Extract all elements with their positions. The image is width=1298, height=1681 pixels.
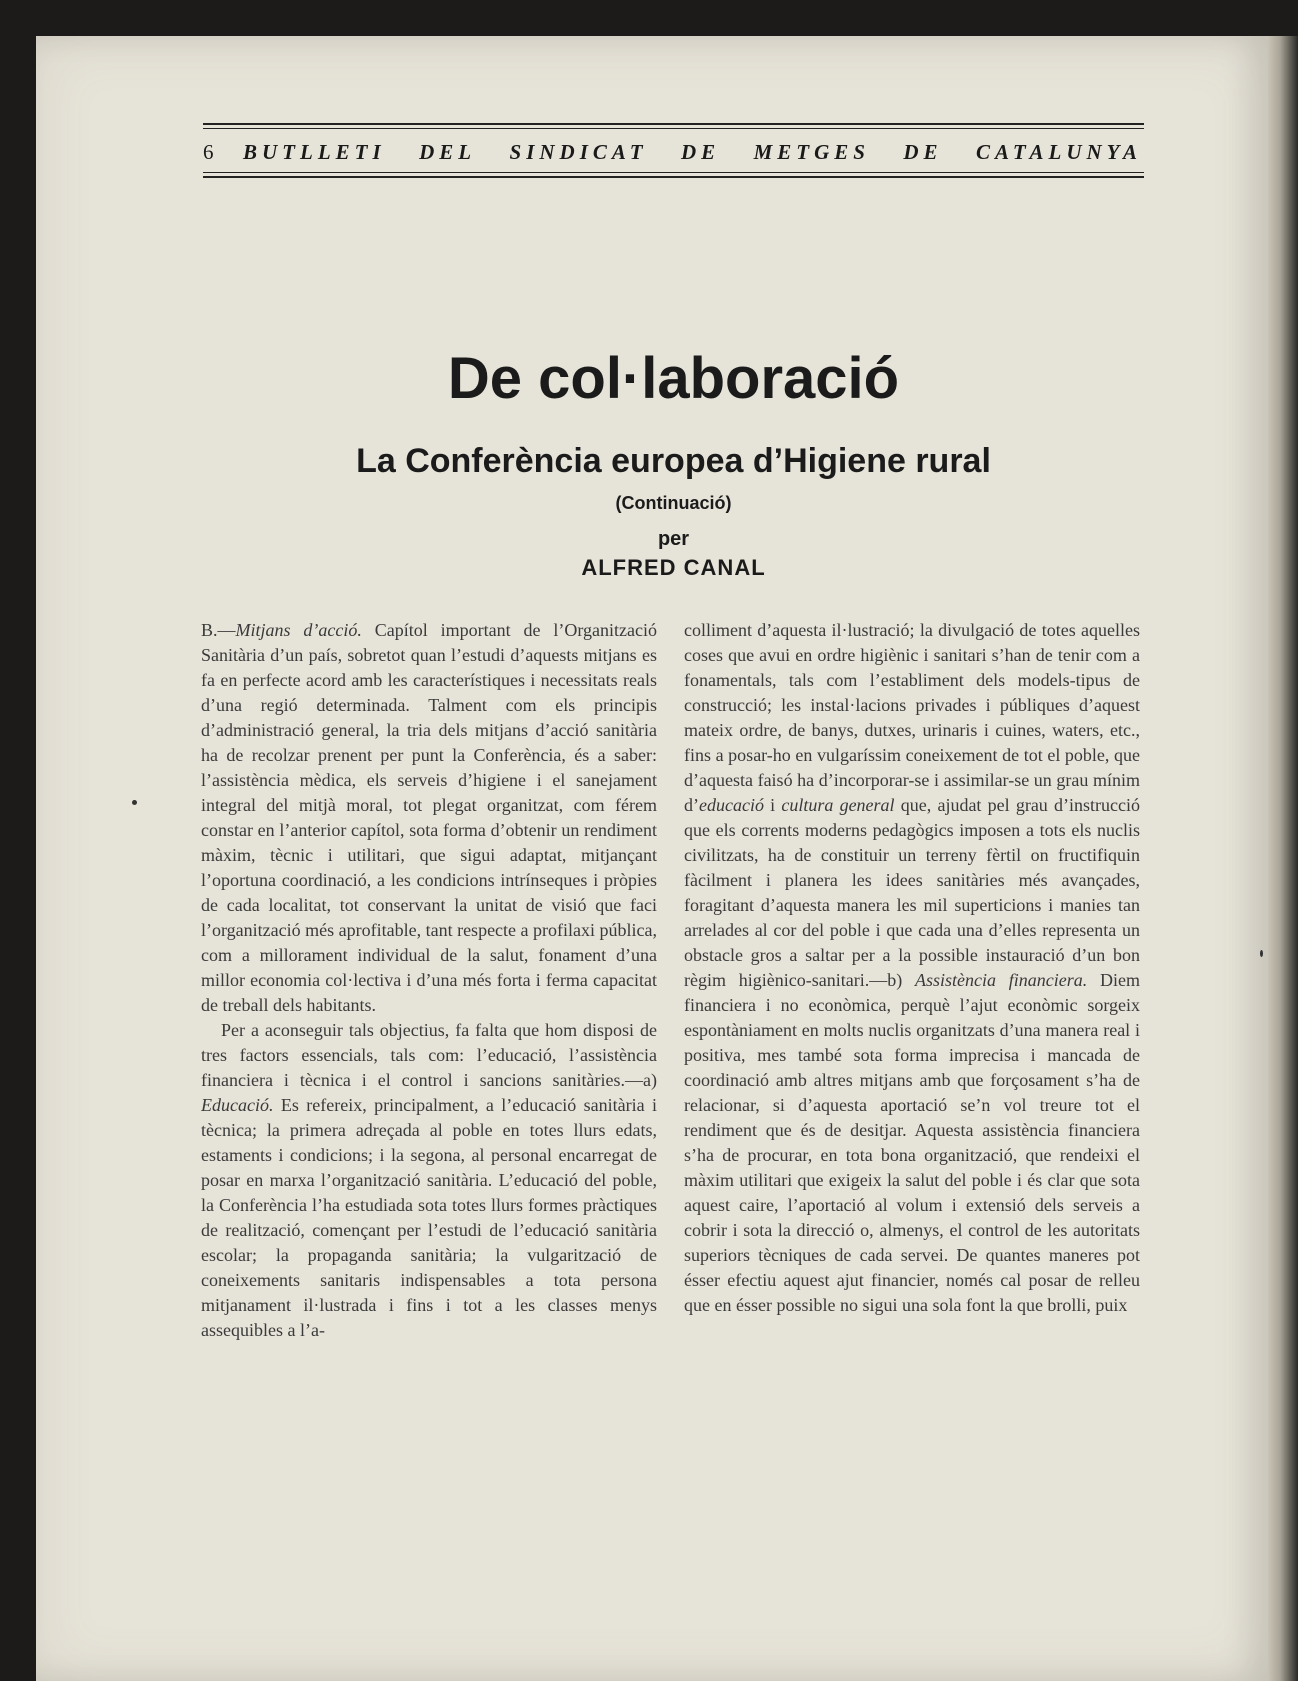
journal-title-word: SINDICAT xyxy=(509,140,648,164)
paragraph xyxy=(201,618,657,1018)
page-number: 6 xyxy=(203,140,214,164)
article-title: La Conferència europea d’Higiene rural xyxy=(356,442,991,480)
paragraph-heading: Educació. xyxy=(201,1095,274,1115)
journal-title-word: BUTLLETI xyxy=(243,140,386,164)
header-rule-bottom-thin xyxy=(203,172,1144,173)
section-title: De col·laboració xyxy=(447,346,900,411)
body-column-right xyxy=(684,618,1140,1518)
header-rule-top xyxy=(203,123,1144,125)
journal-title-word: DE xyxy=(903,140,943,164)
paragraph-text: colliment d’aquesta il·lustració; la divulgació de totes aquelles coses que avui en ordre higiènic i sanitari s’han de tenir com a fonamentals, tals com l’establiment dels models-tipus de construcció; les instal·lacions privades i públiques d’aquest mateix ordre, de banys, dutxes, urinaris i cuines, waters, etc., fins a posar-ho en vulgaríssim coneixement de tot el poble, que d’aquesta faisó ha d’incorporar-se i assimilar-se un grau mínim d’ xyxy=(684,620,1140,815)
paper-speck xyxy=(132,800,137,805)
paper-speck xyxy=(1260,950,1263,957)
body-column-left xyxy=(201,618,657,1518)
header-rule-bottom xyxy=(203,176,1144,178)
header-rule-top-thin xyxy=(203,128,1144,129)
journal-title-word: DE xyxy=(680,140,721,164)
journal-title-word: DEL xyxy=(419,140,477,164)
paragraph xyxy=(201,1018,657,1343)
byline-prefix: per xyxy=(657,528,690,550)
paragraph-text: Diem financiera i no econòmica, perquè l’ajut econòmic sorgeix espontàniament en molts nuclis organitzats d’una manera real i positiva, mes també sota forma imprecisa i mancada de coordinació amb altres mitjans amb que forçosament s’ha de relacionar, si d’aquesta aportació se’n vol treure tot el rendiment que és de desitjar. Aquesta assistència financiera s’ha de procurar, en tota bona organització, que rendeixi el màxim utilitari que exigeix la salut del poble i és clar que sota aquest caire, l’aportació al volum i extensió dels serveis a cobrir i sota la direcció o, almenys, el control de les autoritats superiors tècniques de cada servei. De quantes maneres pot ésser efectiu aquest ajut financier, només cal posar de relleu que en ésser possible no sigui una sola font la que brolli, puix xyxy=(684,970,1140,1315)
paragraph-text: i xyxy=(763,795,782,815)
continuation-note: (Continuació) xyxy=(615,493,732,513)
paragraph-heading: Mitjans d’acció. xyxy=(235,620,362,640)
author-name: ALFRED CANAL xyxy=(581,555,766,580)
journal-title xyxy=(243,140,1144,165)
paragraph-text: Per a aconseguir tals objectius, fa falta que hom disposi de tres factors essencials, tals com: l’educació, l’assistència financiera i tècnica i el control i sancions sanitàries.—a) xyxy=(201,1020,657,1090)
paragraph-text: Es refereix, principalment, a l’educació sanitària i tècnica; la primera adreçada al poble en totes llurs edats, estaments i condicions; i la segona, al personal encarregat de posar en marxa l’organització sanitària. L’educació del poble, la Conferència l’ha estudiada sota totes llurs formes pràctiques de realització, començant per l’estudi de l’educació sanitària escolar; la propaganda sanitària; la vulgarització de coneixements sanitaris indispensables a tota persona mitjanament il·lustrada i fins i tot a les classes menys assequibles a l’a- xyxy=(201,1095,657,1340)
page-gutter xyxy=(1268,36,1298,1681)
paragraph-text: Capítol important de l’Organització Sanitària d’un país, sobretot quan l’estudi d’aquests mitjans es fa en perfecte acord amb les característiques i necessitats reals d’una regió determinada. Talment com els principis d’administració general, la tria dels mitjans d’acció sanitària ha de recolzar prenent per punt la Conferència, és a saber: l’assistència mèdica, els serveis d’higiene i el sanejament integral del mitjà moral, tot plegat organitzat, com férem constar en l’anterior capítol, sota forma d’obtenir un rendiment màxim, tècnic i utilitari, que sigui adaptat, mitjançant l’oportuna coordinació, a les condicions intrínseques i pròpies de cada localitat, tot conservant la unitat de visió que faci l’organització més aprofitable, tant respecte a profilaxi pública, com a millorament individual de la salut, fonament d’una millor economia col·lectiva i d’una més forta i ferma capacitat de treball dels habitants. xyxy=(201,620,657,1015)
paragraph-text: que, ajudat pel grau d’instrucció que els corrents moderns pedagògics imposen a tots els nuclis civilitzats, ha de constituir un terreny fèrtil on fructifiquin fàcilment i planera les idees sanitàries més avançades, foragitant d’aquesta manera les mil superticions i manies tan arrelades al cor del poble i que cada una d’elles representa un obstacle gros a saltar per a la possible instauració d’un bon règim higiènico-sanitari.—b) xyxy=(684,795,1140,990)
journal-title-word: CATALUNYA xyxy=(975,140,1142,164)
emphasis: cultura general xyxy=(781,795,895,815)
emphasis: educació xyxy=(699,795,764,815)
paragraph-lead: B.— xyxy=(201,620,236,640)
paragraph-heading: Assistència financiera. xyxy=(914,970,1088,990)
running-header xyxy=(203,140,1144,165)
journal-title-word: METGES xyxy=(753,140,870,164)
paragraph xyxy=(684,618,1140,1318)
